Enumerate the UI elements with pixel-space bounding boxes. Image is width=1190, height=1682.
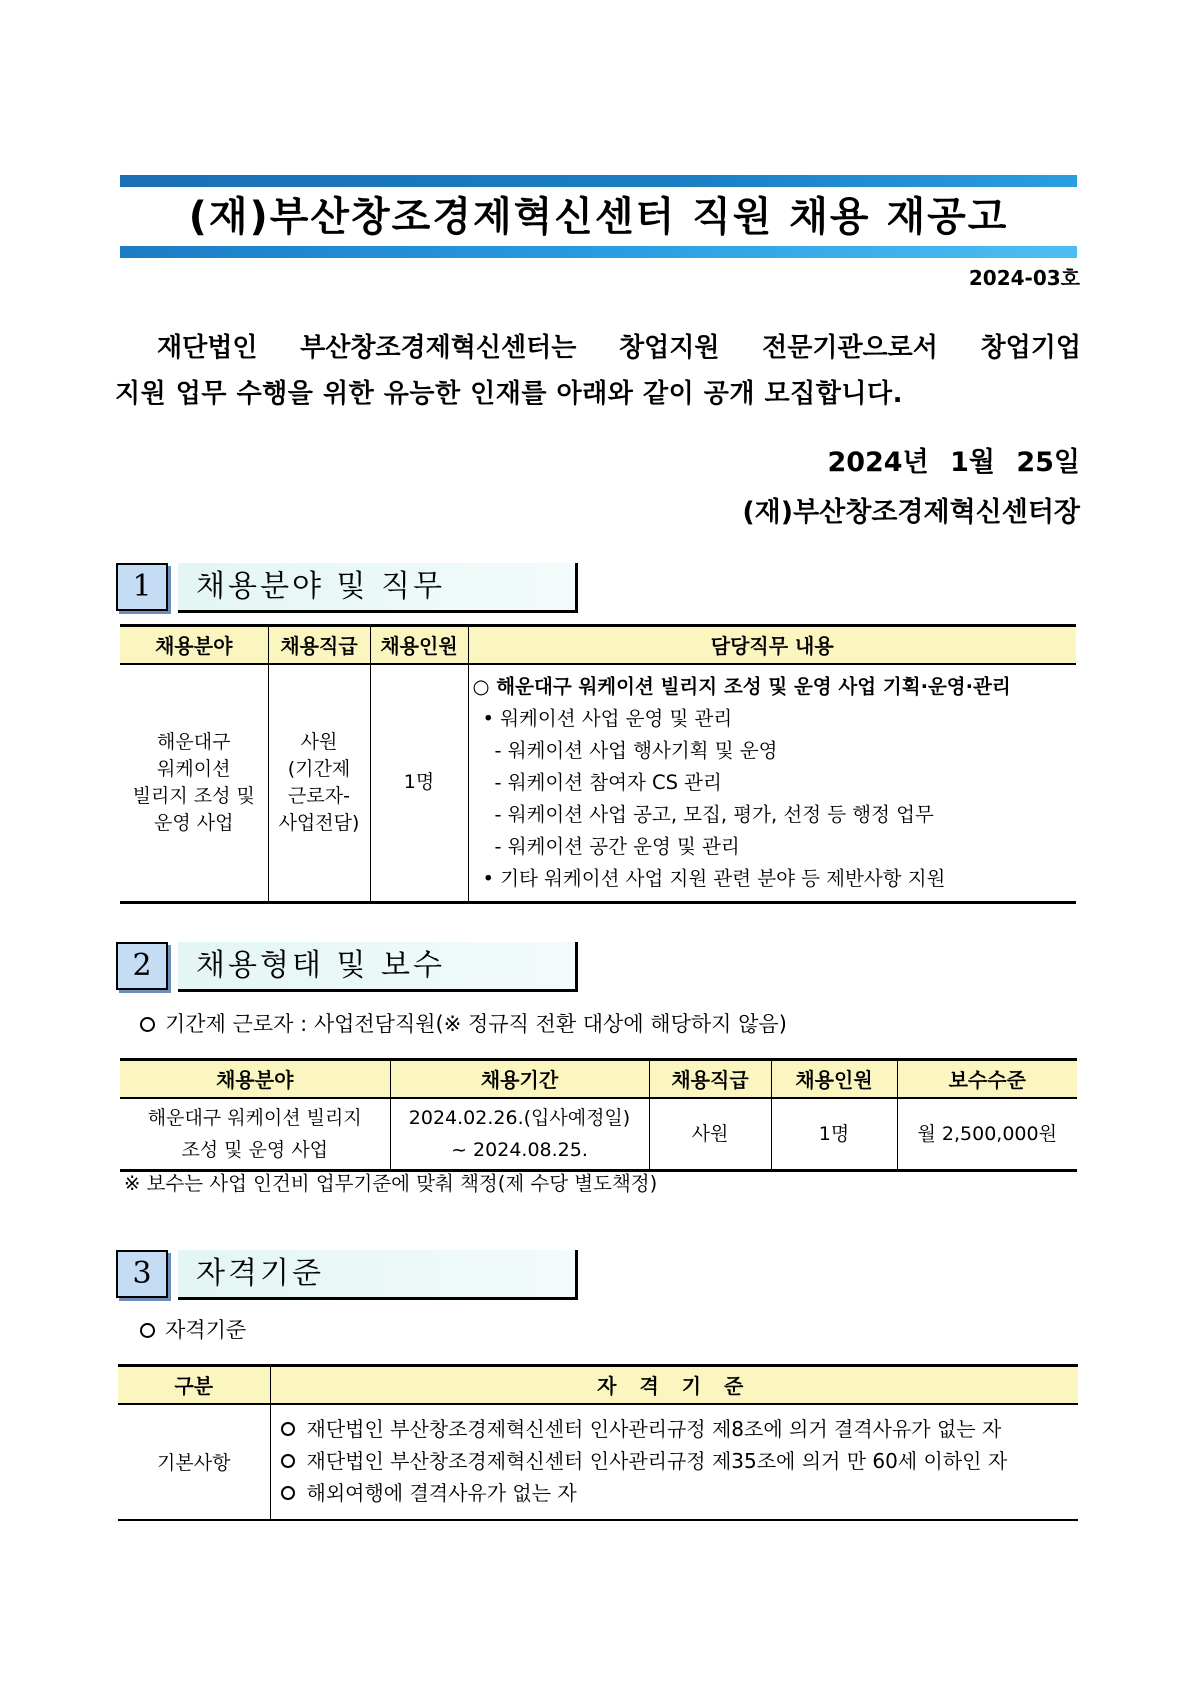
- column-header: 자 격 기 준: [270, 1366, 1078, 1404]
- cell-line: ~ 2024.08.25.: [451, 1138, 588, 1161]
- duty-heading: ○ 해운대구 워케이션 빌리지 조성 및 운영 사업 기획·운영·관리: [472, 674, 1011, 698]
- criteria-item: [281, 1445, 1069, 1477]
- rank-cell: [268, 664, 370, 903]
- section-title: 자격기준: [178, 1250, 578, 1300]
- table-header-row: [118, 1366, 1078, 1404]
- criteria-item: [281, 1413, 1069, 1445]
- section-number: 1: [116, 563, 168, 611]
- criteria-text: 재단법인 부산창조경제혁신센터 인사관리규정 제35조에 의거 만 60세 이하인 자: [306, 1448, 1008, 1473]
- column-header: 구분: [118, 1366, 270, 1404]
- criteria-text: 재단법인 부산창조경제혁신센터 인사관리규정 제8조에 의거 결격사유가 없는 자: [306, 1416, 1002, 1441]
- section-number: 2: [116, 942, 168, 990]
- title-bar-bottom: [120, 246, 1077, 258]
- count-cell: 1명: [771, 1098, 897, 1171]
- duty-subitem: - 워케이션 참여자 CS 관리: [494, 770, 722, 794]
- column-header: 채용분야: [120, 626, 268, 664]
- category-cell: 기본사항: [118, 1404, 270, 1520]
- cell-line: 2024.02.26.(입사예정일): [408, 1106, 631, 1129]
- rank-cell: 사원: [649, 1098, 771, 1171]
- issuer: (재)부산창조경제혁신센터장: [742, 497, 1080, 528]
- duty-subitem: - 워케이션 사업 행사기획 및 운영: [494, 738, 778, 762]
- cell-line: 해운대구: [157, 730, 231, 753]
- criteria-item: [281, 1477, 1069, 1509]
- note-text: 기간제 근로자 : 사업전담직원(※ 정규직 전환 대상에 해당하지 않음): [165, 1012, 787, 1036]
- qualification-note: [140, 1314, 246, 1344]
- title-bar-top: [120, 175, 1077, 187]
- field-cell: [120, 1098, 390, 1171]
- table-header-row: [120, 1060, 1077, 1098]
- note-text: 자격기준: [165, 1318, 247, 1342]
- table-header-row: [120, 626, 1076, 664]
- column-header: 채용직급: [649, 1060, 771, 1098]
- section-number: 3: [116, 1250, 168, 1298]
- intro-word: 부산창조경제혁신센터는: [300, 333, 577, 363]
- announcement-date: 2024년 1월 25일: [827, 447, 1080, 478]
- cell-line: 워케이션: [157, 757, 231, 780]
- duty-item: • 기타 워케이션 사업 지원 관련 분야 등 제반사항 지원: [482, 866, 946, 890]
- intro-word: 창업지원: [619, 333, 720, 363]
- pay-footnote: ※ 보수는 사업 인건비 업무기준에 맞춰 책정(제 수당 별도책정): [124, 1172, 658, 1195]
- field-cell: [120, 664, 268, 903]
- page-title: (재)부산창조경제혁신센터 직원 채용 재공고: [188, 194, 1009, 240]
- cell-line: (기간제: [287, 757, 351, 780]
- duty-subitem: - 워케이션 공간 운영 및 관리: [494, 834, 740, 858]
- column-header: 채용인원: [771, 1060, 897, 1098]
- column-header: 채용기간: [390, 1060, 649, 1098]
- pay-cell: 월 2,500,000원: [897, 1098, 1077, 1171]
- cell-line: 근로자-: [288, 784, 350, 807]
- intro-line-1: [115, 325, 1081, 371]
- column-header: 보수수준: [897, 1060, 1077, 1098]
- cell-line: 사업전담): [278, 811, 360, 834]
- cell-line: 빌리지 조성 및: [132, 784, 255, 807]
- intro-line-2: 지원 업무 수행을 위한 유능한 인재를 아래와 같이 공개 모집합니다.: [115, 379, 903, 409]
- cell-line: 운영 사업: [154, 811, 234, 834]
- intro-paragraph: [115, 325, 1081, 417]
- cell-line: 사원: [300, 730, 338, 753]
- column-header: 채용분야: [120, 1060, 390, 1098]
- period-cell: [390, 1098, 649, 1171]
- circle-bullet-icon: [140, 1017, 155, 1032]
- table-row: [120, 664, 1076, 903]
- circle-bullet-icon: [281, 1422, 295, 1436]
- section-title: 채용형태 및 보수: [178, 942, 578, 992]
- column-header: 채용인원: [370, 626, 468, 664]
- duty-cell: [468, 664, 1076, 903]
- intro-word: 전문기관으로서: [762, 333, 938, 363]
- circle-bullet-icon: [140, 1323, 155, 1338]
- circle-bullet-icon: [281, 1486, 295, 1500]
- column-header: 담당직무 내용: [468, 626, 1076, 664]
- qualification-table: [118, 1364, 1078, 1521]
- intro-word: 재단법인: [157, 333, 258, 363]
- criteria-text: 해외여행에 결격사유가 없는 자: [306, 1480, 577, 1505]
- duty-subitem: - 워케이션 사업 공고, 모집, 평가, 선정 등 행정 업무: [494, 802, 934, 826]
- intro-word: 창업기업: [980, 333, 1081, 363]
- criteria-cell: [270, 1404, 1078, 1520]
- count-cell: 1명: [370, 664, 468, 903]
- table-row: [118, 1404, 1078, 1520]
- table-row: [120, 1098, 1077, 1171]
- cell-line: 조성 및 운영 사업: [181, 1138, 329, 1161]
- duty-item: • 워케이션 사업 운영 및 관리: [482, 706, 733, 730]
- employment-type-note: [140, 1008, 787, 1038]
- cell-line: 해운대구 워케이션 빌리지: [147, 1106, 362, 1129]
- issue-number: 2024-03호: [968, 266, 1080, 290]
- column-header: 채용직급: [268, 626, 370, 664]
- section-title: 채용분야 및 직무: [178, 563, 578, 613]
- circle-bullet-icon: [281, 1454, 295, 1468]
- pay-table: [120, 1058, 1077, 1172]
- job-table: [120, 624, 1076, 904]
